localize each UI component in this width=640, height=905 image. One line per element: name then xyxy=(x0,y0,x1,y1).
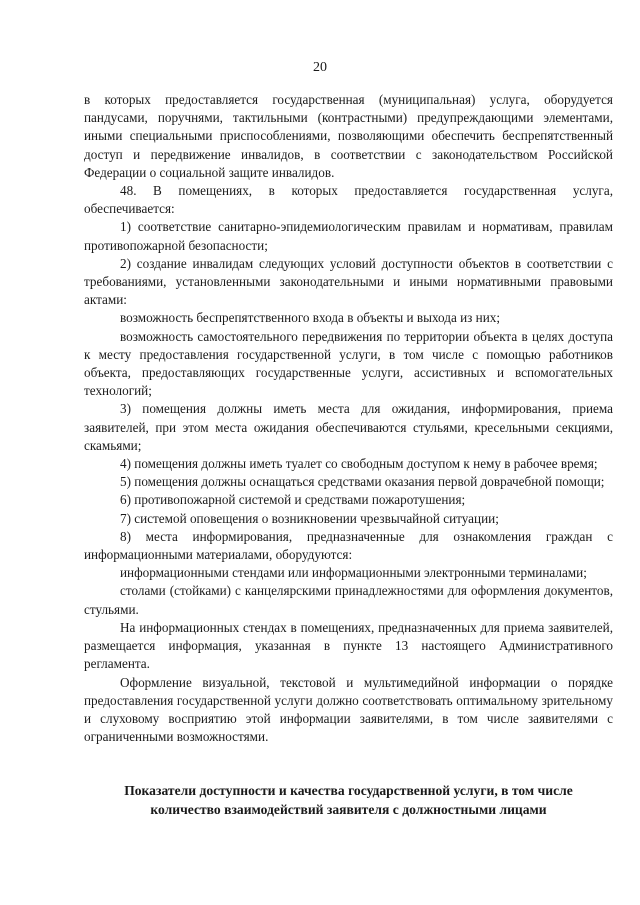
page-number: 20 xyxy=(313,60,327,75)
section-heading-line-2: количество взаимодействий заявителя с должностными лицами xyxy=(150,802,547,817)
paragraph-subitem-2: 2) создание инвалидам следующих условий доступности объектов в соответствии с требованиями, установленными законодательными и иными нормативными правовыми актами: xyxy=(84,255,613,308)
section-heading-line-1: Показатели доступности и качества государственной услуги, в том числе xyxy=(124,783,573,798)
document-body xyxy=(84,91,613,746)
paragraph-desks: столами (стойками) с канцелярскими принадлежностями для оформления документов, стульями. xyxy=(84,583,613,617)
paragraph-subitem-5: 5) помещения должны оснащаться средствами оказания первой доврачебной помощи; xyxy=(120,474,605,490)
paragraph-movement-access: возможность самостоятельного передвижения по территории объекта в целях доступа к месту предоставления государственной услуги, в том числе с помощью работников объекта, предоставляющих государственные услуги, ассистивных и вспомогательных технологий; xyxy=(84,328,613,399)
paragraph-subitem-8: 8) места информирования, предназначенные для ознакомления граждан с информационными материалами, оборудуются: xyxy=(84,528,613,563)
paragraph-subitem-3: 3) помещения должны иметь места для ожидания, информирования, приема заявителей, при этом места ожидания обеспечиваются стульями, кресельными секциями, скамьями; xyxy=(84,401,613,453)
paragraph-stand-information: На информационных стендах в помещениях, предназначенных для приема заявителей, размещается информация, указанная в пункте 13 настоящего Административного регламента. xyxy=(84,619,613,672)
paragraph-entrance-access: возможность беспрепятственного входа в объекты и выхода из них; xyxy=(120,310,501,326)
paragraph-information-design: Оформление визуальной, текстовой и мультимедийной информации о порядке предоставления государственной услуги должно соответствовать оптимальному зрительному и слуховому восприятию этой информации заявителями, в том числе заявителями с ограниченными возможностями. xyxy=(84,674,613,745)
paragraph-subitem-1: 1) соответствие санитарно-эпидемиологическим правилам и нормативам, правилам противопожарной безопасности; xyxy=(84,219,613,253)
paragraph-continuation: в которых предоставляется государственная (муниципальная) услуга, оборудуется пандусами, поручнями, тактильными (контрастными) предупреждающими элементами, иными специальными приспособлениями, позволяющими обеспечить беспрепятственный доступ и передвижение инвалидов, в соответствии с законодательством Российской Федерации о социальной защите инвалидов. xyxy=(84,92,613,180)
paragraph-subitem-4: 4) помещения должны иметь туалет со свободным доступом к нему в рабочее время; xyxy=(120,456,598,472)
paragraph-subitem-7: 7) системой оповещения о возникновении чрезвычайной ситуации; xyxy=(120,510,499,526)
section-heading xyxy=(84,781,613,819)
paragraph-subitem-6: 6) противопожарной системой и средствами пожаротушения; xyxy=(120,492,466,508)
paragraph-info-stands: информационными стендами или информационными электронными терминалами; xyxy=(120,565,587,581)
paragraph-item-48: 48. В помещениях, в которых предоставляется государственная услуга, обеспечивается: xyxy=(84,183,613,217)
